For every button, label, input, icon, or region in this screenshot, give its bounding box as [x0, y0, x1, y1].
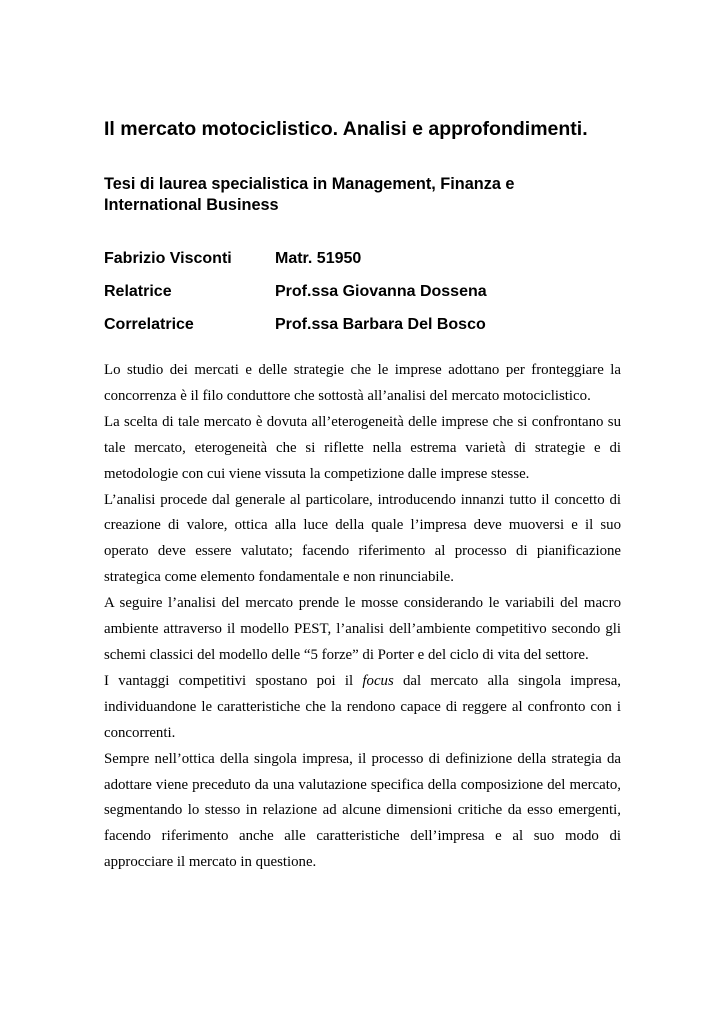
supervisor-name: Prof.ssa Giovanna Dossena [275, 283, 487, 300]
focus-emphasis: focus [362, 672, 394, 689]
author-row [104, 248, 624, 270]
matriculation-number: Matr. 51950 [275, 250, 362, 267]
supervisor-row [104, 281, 624, 303]
paragraph-focus-start: I vantaggi competitivi spostano poi il [104, 672, 363, 689]
paragraph: Lo studio dei mercati e delle strategie che le imprese adottano per fronteggiare la concorrenza è il filo conduttore che sottostà all’analisi del mercato motociclistico. [104, 362, 621, 404]
paragraph: L’analisi procede dal generale al particolare, introducendo innanzi tutto il concetto di creazione di valore, ottica alla luce della quale l’impresa deve muoversi e il suo operato deve essere valutato; facendo riferimento al processo di pianificazione strategica come elemento fondamentale e non rinunciabile. [104, 491, 621, 586]
paragraph: A seguire l’analisi del mercato prende le mosse considerando le variabili del macro ambiente attraverso il modello PEST, l’analisi dell’ambiente competitivo secondo gli schemi classici del modello delle “5 forze” di Porter e del ciclo di vita del settore. [104, 595, 621, 663]
co-supervisor-name: Prof.ssa Barbara Del Bosco [275, 316, 486, 333]
author-name: Fabrizio Visconti [104, 250, 232, 267]
co-supervisor-row [104, 314, 624, 336]
document-title: Il mercato motociclistico. Analisi e approfondimenti. [104, 118, 588, 140]
co-supervisor-label: Correlatrice [104, 316, 194, 333]
abstract-body [104, 358, 621, 876]
paragraph-focus-end: dal mercato alla singola impresa, individuandone le caratteristiche che la rendono capace di reggere al confronto con i concorrenti. [104, 672, 621, 741]
paragraph-focus [104, 669, 621, 747]
paragraph: La scelta di tale mercato è dovuta all’eterogeneità delle imprese che si confrontano su tale mercato, eterogeneità che si riflette nella estrema varietà di strategie e di metodologie con cui viene vissuta la competizione dalle imprese stesse. [104, 413, 621, 482]
supervisor-label: Relatrice [104, 283, 172, 300]
paragraph: Sempre nell’ottica della singola impresa, il processo di definizione della strategia da adottare viene preceduto da una valutazione specifica della composizione del mercato, segmentando lo stesso in relazione ad alcune dimensioni critiche da esso emergenti, facendo riferimento anche alle caratteristiche dell’impresa e al suo modo di approcciare il mercato in questione. [104, 750, 621, 871]
document-subtitle: Tesi di laurea specialistica in Management, Finanza e International Business [104, 175, 515, 214]
